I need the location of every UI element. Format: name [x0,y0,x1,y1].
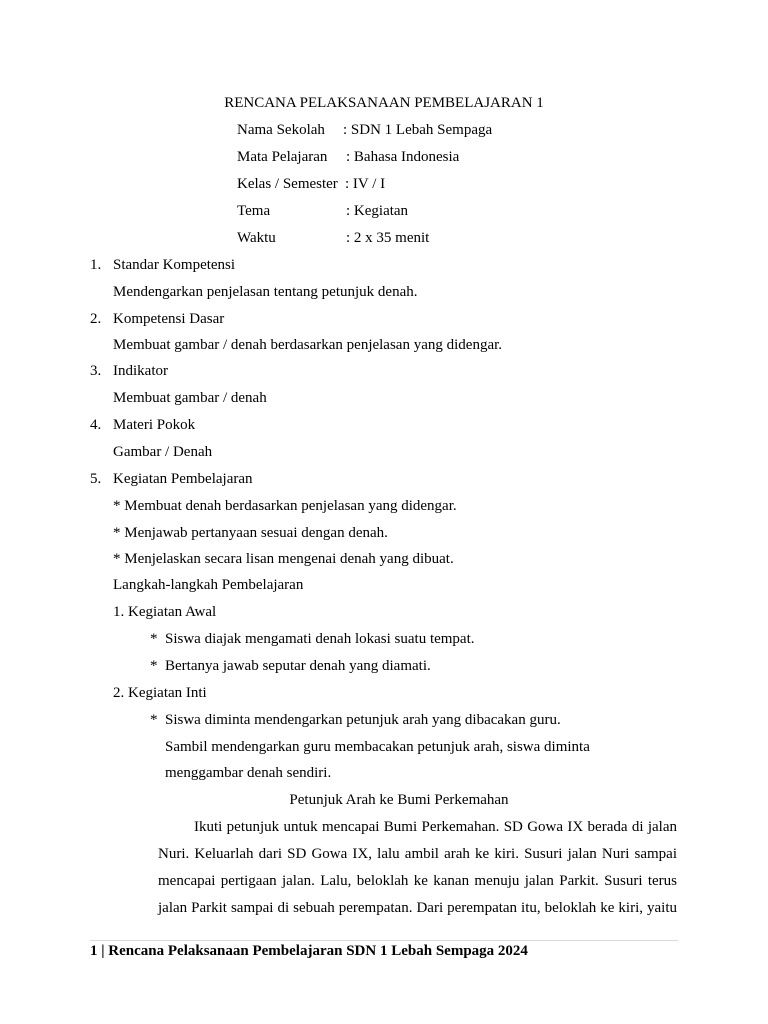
kegiatan-awal-heading: 1. Kegiatan Awal [113,604,217,620]
petunjuk-line: mencapai pertigaan jalan. Lalu, beloklah ke kanan menuju jalan Parkit. Susuri terus [158,873,677,889]
section-heading: Materi Pokok [113,417,196,433]
petunjuk-title: Petunjuk Arah ke Bumi Perkemahan [289,792,509,808]
identity-label-school: Nama Sekolah [237,122,325,138]
section-number: 2. [90,311,102,327]
bullet-symbol: * [150,631,158,647]
section-content: Membuat gambar / denah berdasarkan penjelasan yang didengar. [113,337,503,353]
identity-value-subject: : Bahasa Indonesia [346,149,460,165]
document-title: RENCANA PELAKSANAAN PEMBELAJARAN 1 [224,95,544,111]
section-number: 1. [90,257,102,273]
identity-label-subject: Mata Pelajaran [237,149,328,165]
identity-value-theme: : Kegiatan [346,203,409,219]
inti-bullet: Siswa diminta mendengarkan petunjuk arah yang dibacakan guru. [165,712,561,728]
awal-bullet: Siswa diajak mengamati denah lokasi suatu tempat. [165,631,475,647]
bullet-symbol: * [150,658,158,674]
identity-label-class: Kelas / Semester [237,176,338,192]
inti-text-line: Sambil mendengarkan guru membacakan petunjuk arah, siswa diminta [165,739,590,755]
section-content: Membuat gambar / denah [113,390,267,406]
kegiatan-bullet: * Menjawab pertanyaan sesuai dengan denah. [113,525,388,541]
kegiatan-bullet: * Menjelaskan secara lisan mengenai denah yang dibuat. [113,551,454,567]
identity-value-class: : IV / I [345,176,386,192]
kegiatan-bullet: * Membuat denah berdasarkan penjelasan yang didengar. [113,498,457,514]
section-heading: Kompetensi Dasar [113,311,225,327]
section-heading: Indikator [113,363,168,379]
bullet-symbol: * [150,712,158,728]
petunjuk-line: Ikuti petunjuk untuk mencapai Bumi Perkemahan. SD Gowa IX berada di jalan [194,819,677,835]
kegiatan-inti-heading: 2. Kegiatan Inti [113,685,207,701]
petunjuk-line: jalan Parkit sampai di sebuah perempatan. Dari perempatan itu, beloklah ke kiri, yaitu [158,900,677,916]
section-heading: Standar Kompetensi [113,257,236,273]
section-heading: Kegiatan Pembelajaran [113,471,253,487]
petunjuk-line: Nuri. Keluarlah dari SD Gowa IX, lalu ambil arah ke kiri. Susuri jalan Nuri sampai [158,846,677,862]
inti-text-line: menggambar denah sendiri. [165,765,332,781]
identity-value-school: : SDN 1 Lebah Sempaga [343,122,493,138]
identity-value-time: : 2 x 35 menit [346,230,430,246]
langkah-heading: Langkah-langkah Pembelajaran [113,577,304,593]
identity-label-time: Waktu [237,230,276,246]
section-number: 4. [90,417,102,433]
page-footer: 1 | Rencana Pelaksanaan Pembelajaran SDN 1 Lebah Sempaga 2024 [90,943,528,959]
section-content: Gambar / Denah [113,444,213,460]
awal-bullet: Bertanya jawab seputar denah yang diamati. [165,658,431,674]
section-number: 3. [90,363,102,379]
section-content: Mendengarkan penjelasan tentang petunjuk denah. [113,284,418,300]
identity-label-theme: Tema [237,203,271,219]
footer-divider [90,940,678,941]
section-number: 5. [90,471,102,487]
